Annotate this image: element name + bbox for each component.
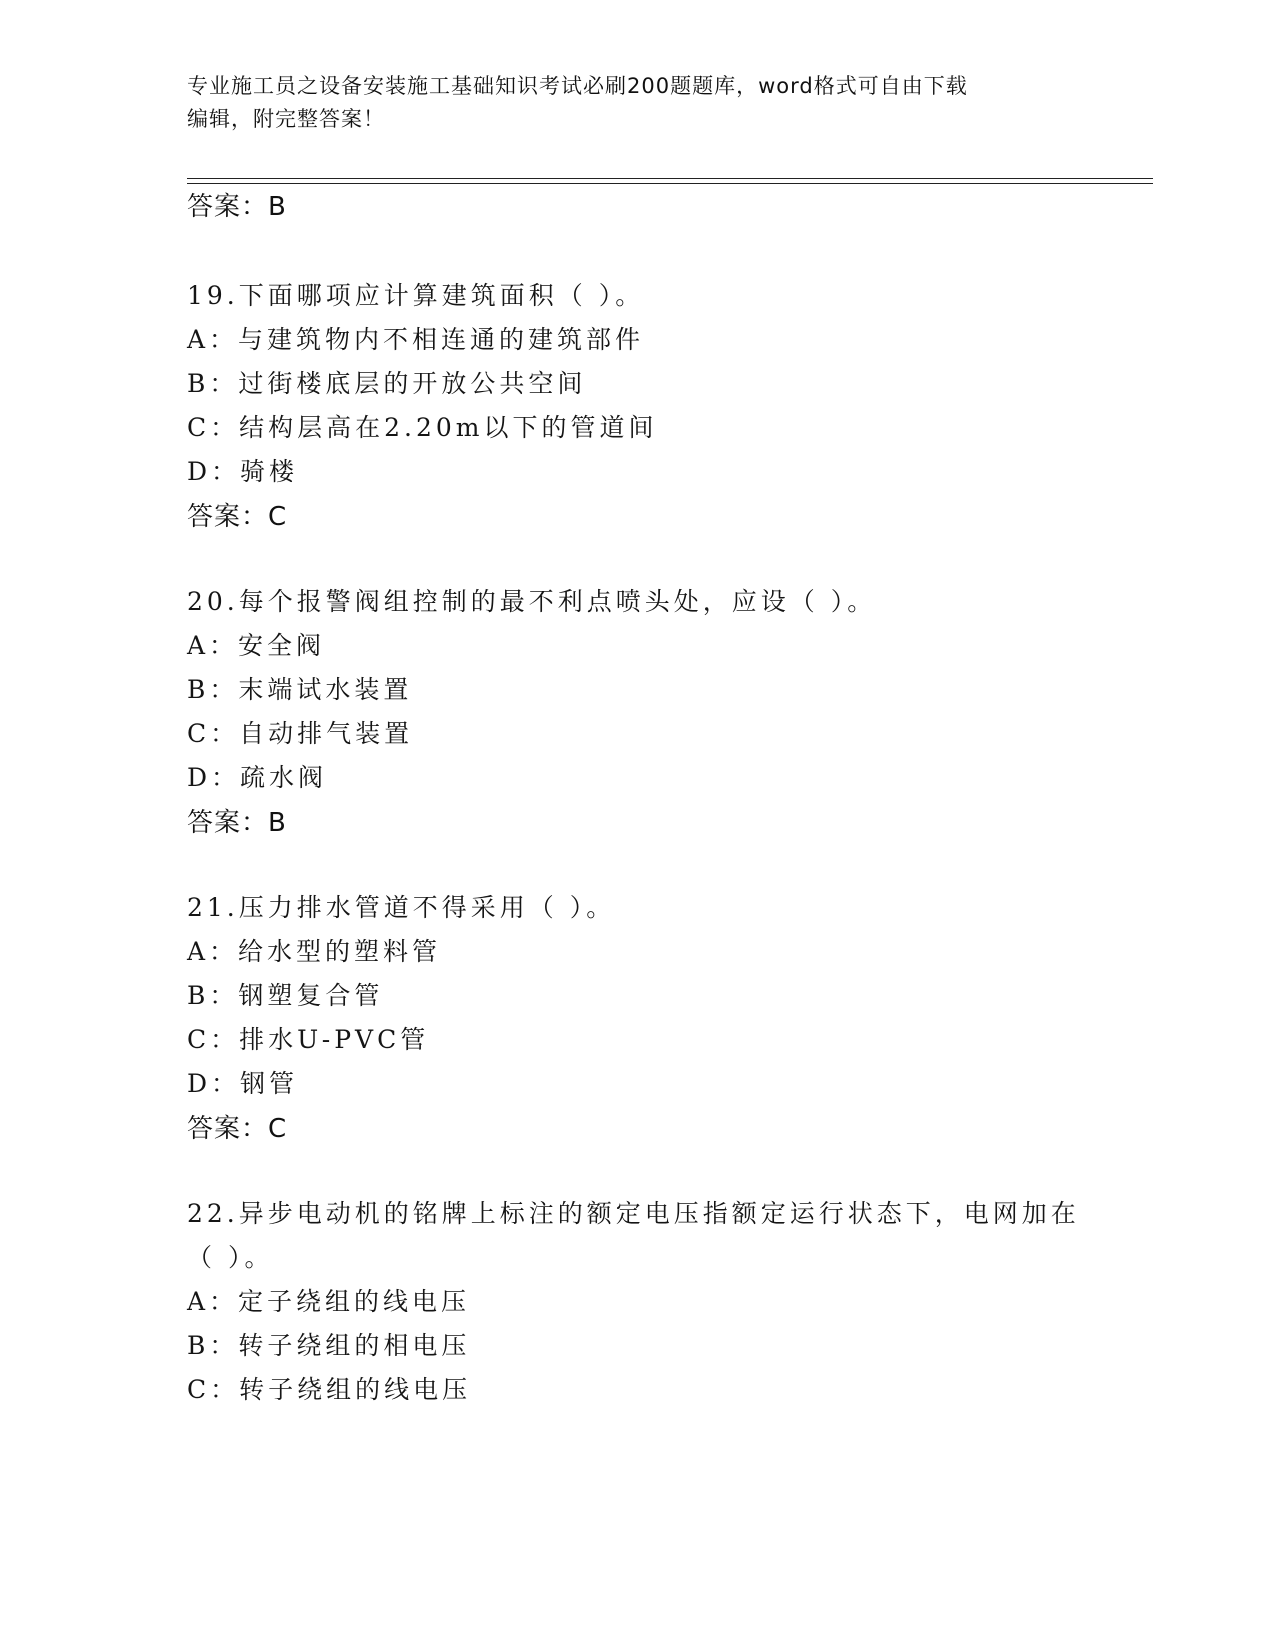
header-divider-top xyxy=(187,178,1153,179)
option-d: D：钢管 xyxy=(187,1069,299,1098)
answer-previous-question: 答案：B xyxy=(187,192,287,222)
header-title-line-1: 专业施工员之设备安装施工基础知识考试必刷200题题库，word格式可自由下载 xyxy=(187,74,968,98)
question-text: 21.压力排水管道不得采用（ ）。 xyxy=(187,893,616,922)
option-d: D：骑楼 xyxy=(187,457,299,486)
option-a: A：给水型的塑料管 xyxy=(187,937,442,966)
answer: 答案：C xyxy=(187,502,288,532)
answer: 答案：B xyxy=(187,808,287,838)
option-b: B：转子绕组的相电压 xyxy=(187,1331,471,1360)
answer: 答案：C xyxy=(187,1114,288,1144)
option-c: C：结构层高在2.20m以下的管道间 xyxy=(187,413,658,442)
header-title-line-2: 编辑，附完整答案！ xyxy=(187,107,385,131)
question-text: 19.下面哪项应计算建筑面积（ ）。 xyxy=(187,281,645,310)
option-b: B：过街楼底层的开放公共空间 xyxy=(187,369,587,398)
document-header xyxy=(187,70,1067,136)
option-a: A：安全阀 xyxy=(187,631,326,660)
option-d: D：疏水阀 xyxy=(187,763,328,792)
question-text: 20.每个报警阀组控制的最不利点喷头处，应设（ ）。 xyxy=(187,587,877,616)
option-c: C：自动排气装置 xyxy=(187,719,414,748)
question-text-line-2: （ ）。 xyxy=(187,1243,274,1272)
option-b: B：钢塑复合管 xyxy=(187,981,384,1010)
option-c: C：转子绕组的线电压 xyxy=(187,1375,472,1404)
option-c: C：排水U-PVC管 xyxy=(187,1025,430,1054)
option-a: A：与建筑物内不相连通的建筑部件 xyxy=(187,325,645,354)
option-a: A：定子绕组的线电压 xyxy=(187,1287,471,1316)
header-divider-bottom xyxy=(187,183,1153,184)
option-b: B：末端试水装置 xyxy=(187,675,413,704)
question-text-line-1: 22.异步电动机的铭牌上标注的额定电压指额定运行状态下，电网加在 xyxy=(187,1199,1080,1228)
